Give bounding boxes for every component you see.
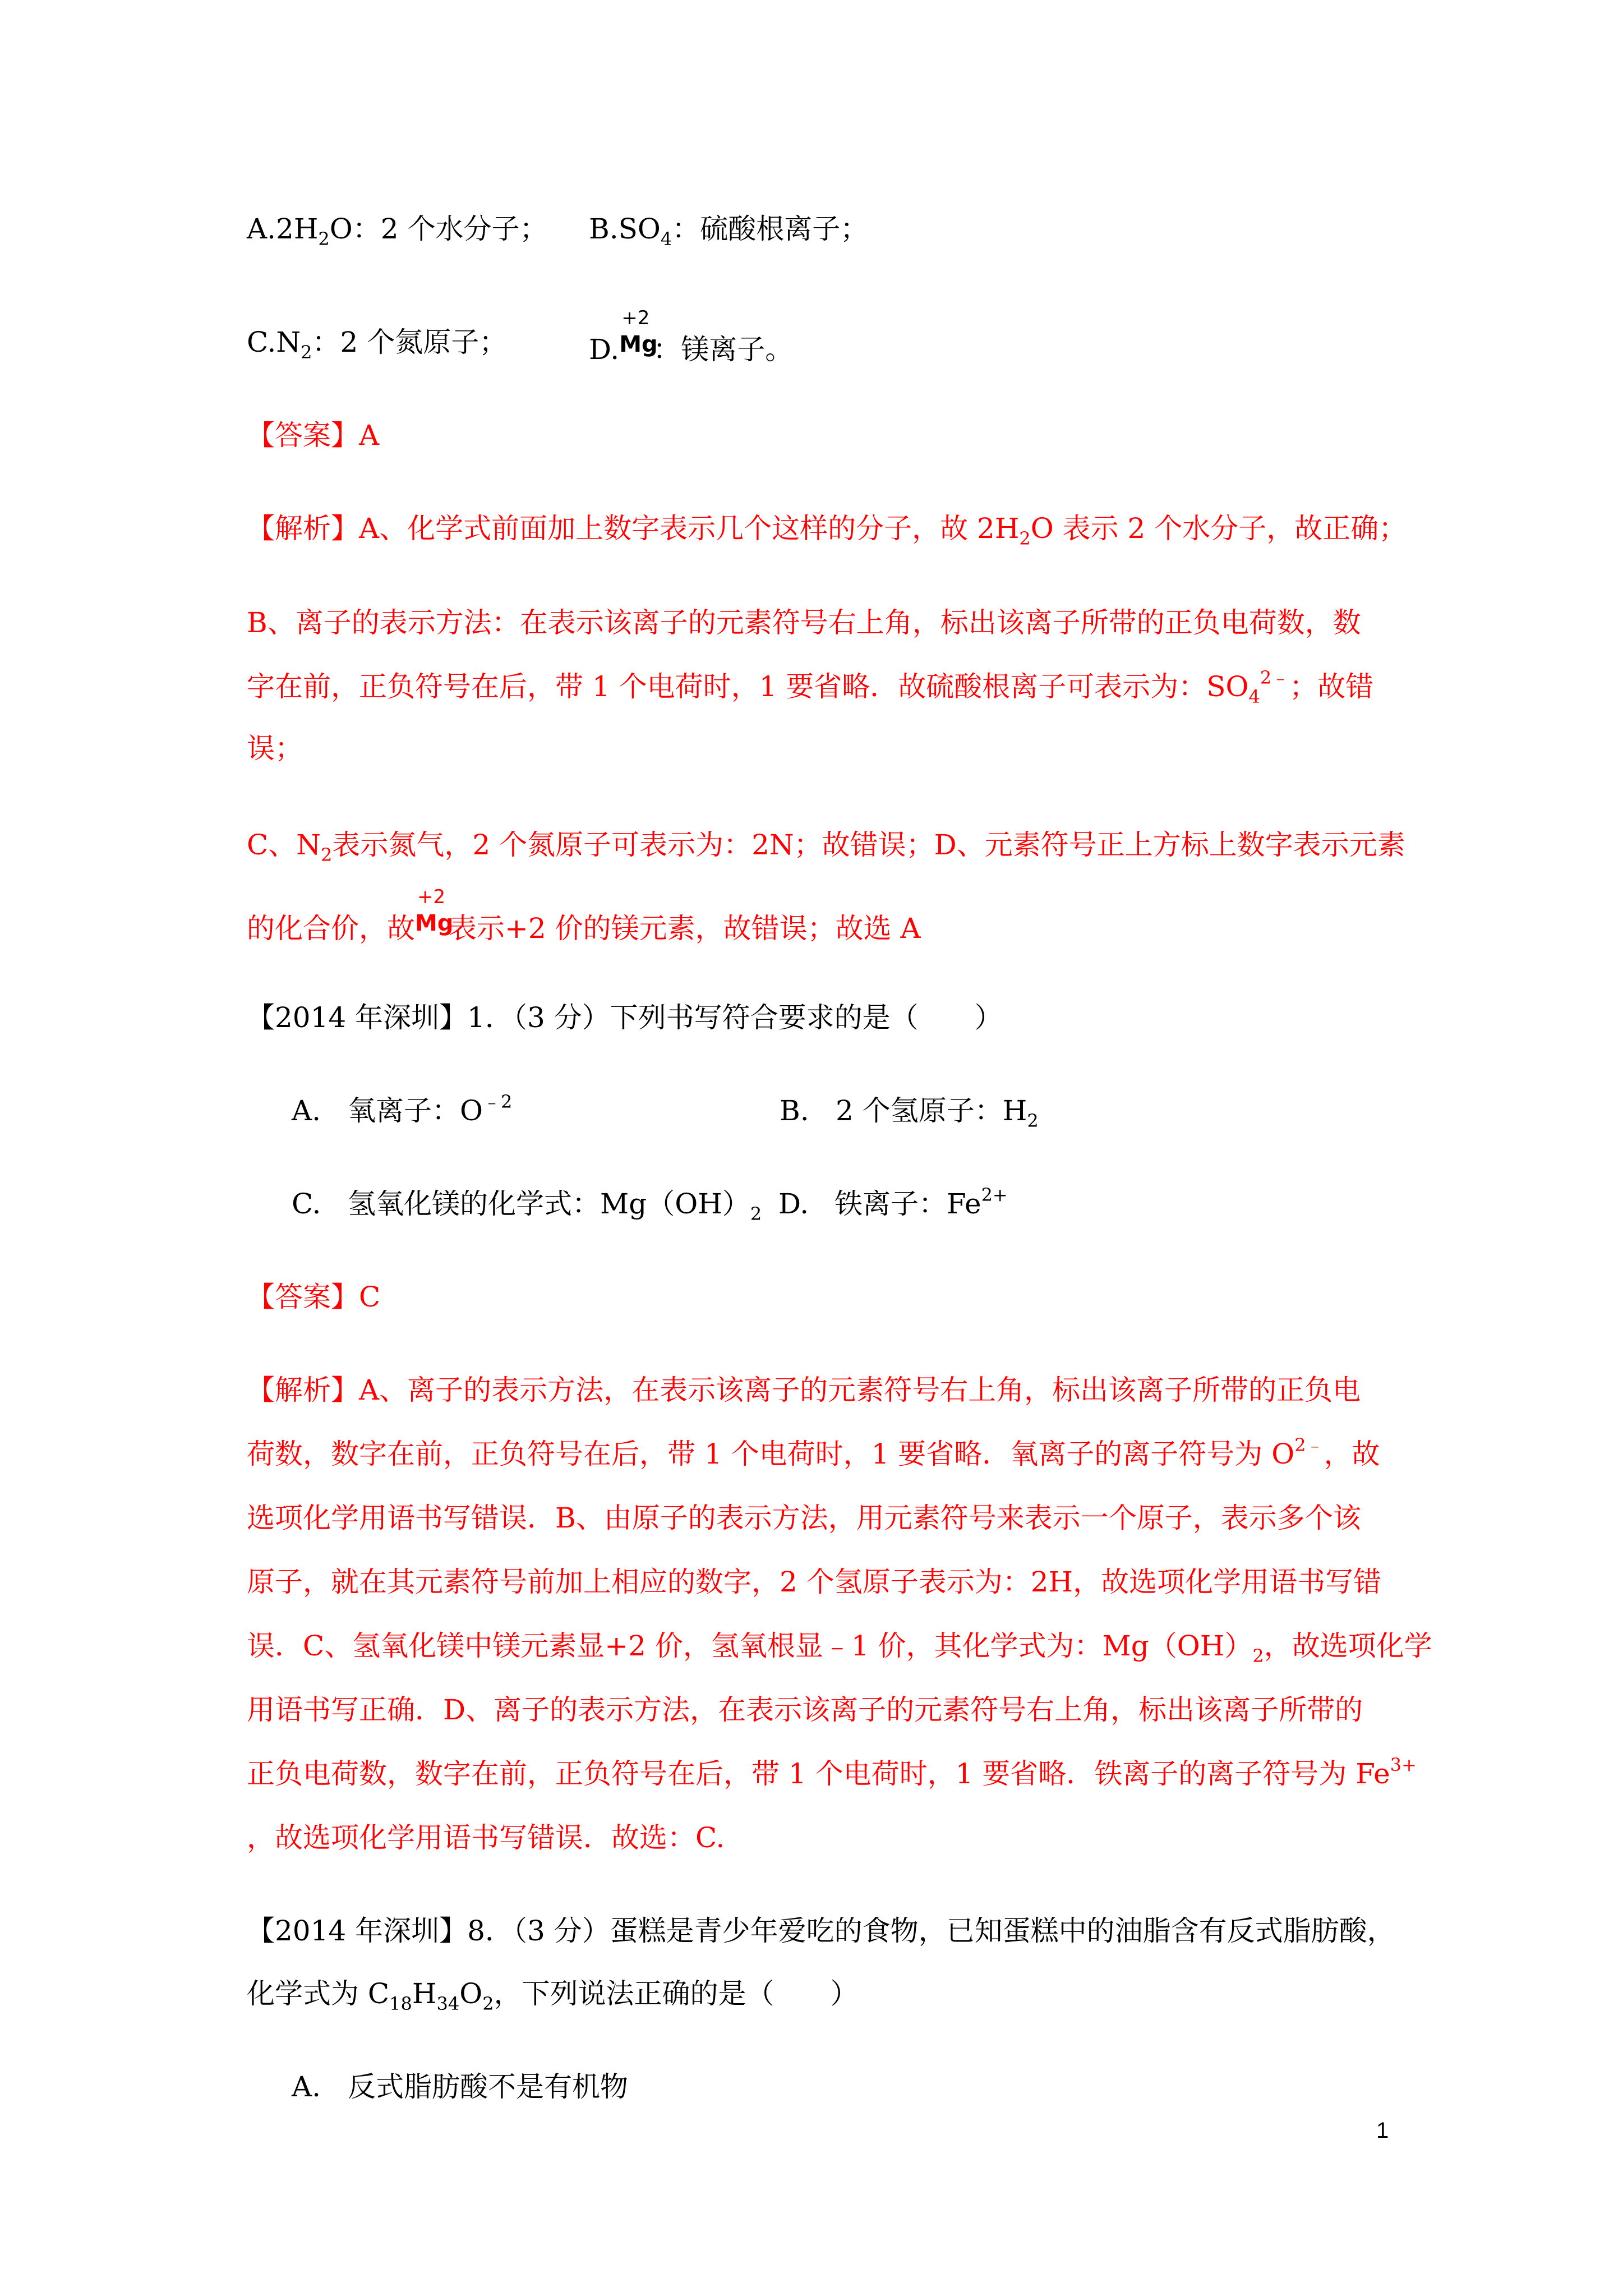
analysis-1-line-4: 误； [247, 732, 303, 765]
magnesium-valence-symbol: +2 Mg [415, 886, 454, 936]
question-8-line-1: 【2014 年深圳】8．（3 分）蛋糕是青少年爱吃的食物，已知蛋糕中的油脂含有反式脂肪酸， [247, 1915, 1395, 1947]
analysis-2-line-7: 正负电荷数，数字在前，正负符号在后，带 1 个电荷时，1 要省略．铁离子的离子符号为 $Fe^{3+}$ [247, 1754, 1417, 1790]
q1-option-b-label: B. [780, 1094, 809, 1127]
q1-option-a-label: A. [292, 1094, 321, 1127]
q8-option-a-text: 反式脂肪酸不是有机物 [348, 2070, 628, 2103]
question-8-line-2: 化学式为 $C_{18}H_{34}O_2$，下列说法正确的是（ ） [247, 1977, 859, 2014]
q1-option-c-label: C. [292, 1188, 321, 1220]
q1-option-d-label: D. [778, 1188, 809, 1220]
analysis-2-line-2: 荷数，数字在前，正负符号在后，带 1 个电荷时，1 要省略．氧离子的离子符号为 $O^{2﹣}$，故 [247, 1434, 1380, 1470]
option-c-text: $C.N_2$：2 个氮原子； [247, 326, 508, 363]
question-1-stem: 【2014 年深圳】1．（3 分）下列书写符合要求的是（ ） [247, 1001, 1003, 1034]
q1-option-a-text: 氧离子：$O^{﹣2}$ [348, 1091, 513, 1127]
analysis-1-line-6: 的化合价，故 +2 Mg 表示+2 价的镁元素，故错误；故选 A [247, 886, 921, 945]
analysis-1-line-1: 【解析】A、化学式前面加上数字表示几个这样的分子，故 $2H_2O$ 表示 2 个水分子，故正确； [247, 512, 1407, 549]
analysis-1-line-5: C、$N_2$表示氮气，2 个氮原子可表示为：2N；故错误；D、元素符号正上方标上数字表示元素 [247, 829, 1405, 866]
magnesium-valence-symbol: +2 Mg [619, 307, 658, 357]
analysis-2-line-6: 用语书写正确．D、离子的表示方法，在表示该离子的元素符号右上角，标出该离子所带的 [247, 1694, 1363, 1726]
analysis-2-line-5: 误．C、氢氧化镁中镁元素显+2 价，氢氧根显﹣1 价，其化学式为：$Mg(OH)_2$，故选项化学 [247, 1630, 1432, 1667]
analysis-2-line-3: 选项化学用语书写错误．B、由原子的表示方法，用元素符号来表示一个原子，表示多个该 [247, 1502, 1361, 1534]
option-d-text: D. +2 Mg ：镁离子。 [589, 307, 794, 366]
answer-2: 【答案】C [247, 1281, 381, 1313]
option-b-text: $B.SO_4$：硫酸根离子； [589, 213, 869, 250]
answer-1: 【答案】A [247, 419, 380, 452]
q8-option-a-label: A. [292, 2070, 321, 2103]
analysis-label: 【解析】 [247, 1374, 359, 1406]
option-row-cd [247, 307, 794, 366]
q1-option-b-text: 2 个氢原子：$H_2$ [836, 1094, 1039, 1131]
analysis-1-line-2: B、离子的表示方法：在表示该离子的元素符号右上角，标出该离子所带的正负电荷数，数 [247, 606, 1361, 639]
q1-option-d-text: 铁离子：$Fe^{2+}$ [834, 1184, 1008, 1220]
analysis-2-line-1: 【解析】A、离子的表示方法，在表示该离子的元素符号右上角，标出该离子所带的正负电 [247, 1374, 1361, 1406]
analysis-label: 【解析】 [247, 512, 359, 545]
q1-option-c-text: 氢氧化镁的化学式：$Mg(OH)_2$ [348, 1188, 762, 1225]
page-number: 1 [1376, 2118, 1389, 2143]
analysis-2-line-4: 原子，就在其元素符号前加上相应的数字，2 个氢原子表示为：2H，故选项化学用语书写错 [247, 1566, 1382, 1598]
option-a-text: $A.2H_2O$：2 个水分子； [247, 213, 548, 250]
analysis-1-line-3: 字在前，正负符号在后，带 1 个电荷时，1 要省略．故硫酸根离子可表示为：$SO_4^{2﹣}$；故错 [247, 667, 1374, 707]
option-row-ab [247, 212, 869, 250]
analysis-2-line-8: ，故选项化学用语书写错误．故选：C. [247, 1821, 725, 1854]
